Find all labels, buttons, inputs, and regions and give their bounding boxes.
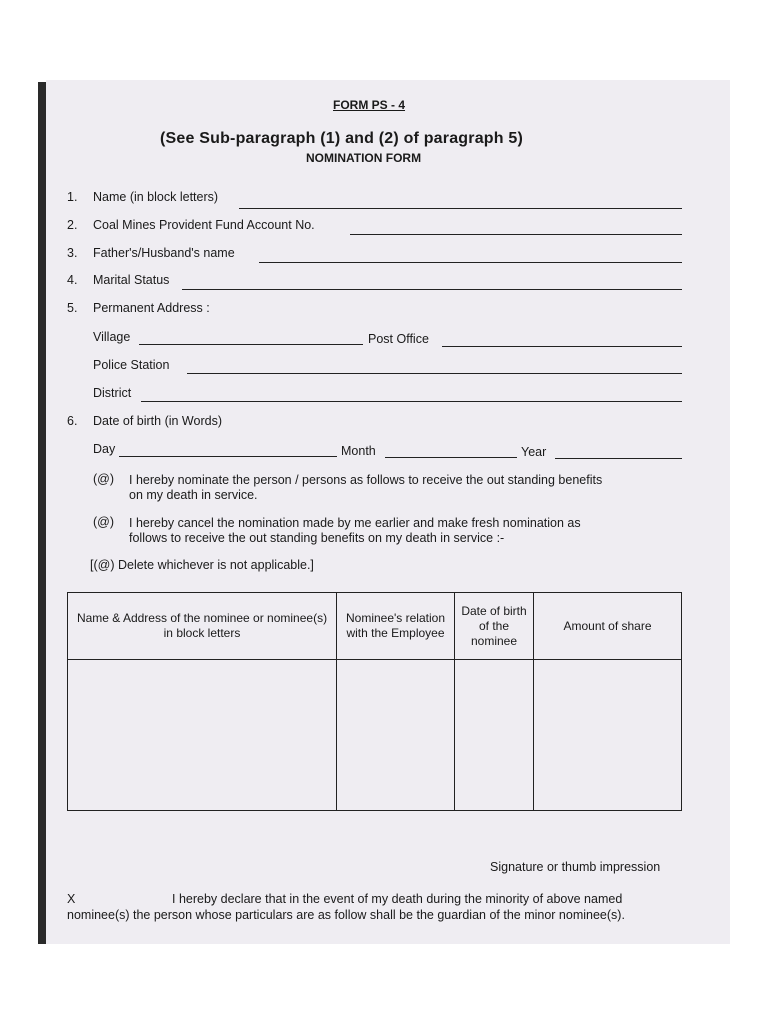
date-of-birth-label: Date of birth (in Words) [93,414,222,428]
month-field-line[interactable] [385,457,517,458]
date-of-birth-cell[interactable] [455,660,534,811]
table-header-row [68,593,682,660]
nominee-name-address-cell[interactable] [68,660,337,811]
declaration-2-mark: (@) [93,515,115,529]
field-5-number: 5. [67,301,78,315]
table-row [68,660,682,811]
day-field-line[interactable] [119,456,337,457]
relation-cell[interactable] [337,660,455,811]
year-label: Year [521,445,547,459]
declaration-1-mark: (@) [93,472,115,486]
header-nominee-name-address: Name & Address of the nominee or nominee(s) in block letters [68,593,337,660]
marital-status-field-line[interactable] [182,289,682,290]
post-office-field-line[interactable] [442,346,682,347]
village-label: Village [93,330,131,344]
police-station-label: Police Station [93,358,170,372]
form-paper [46,80,730,944]
month-label: Month [341,444,376,458]
father-husband-name-label: Father's/Husband's name [93,246,235,260]
amount-of-share-cell[interactable] [534,660,682,811]
field-4-number: 4. [67,273,78,287]
village-field-line[interactable] [139,344,363,345]
police-station-field-line[interactable] [187,373,682,374]
scan-edge [38,82,46,944]
marital-status-label: Marital Status [93,273,170,287]
x-mark: X [67,892,76,906]
account-number-field-line[interactable] [350,234,682,235]
header-date-of-birth: Date of birth of the nominee [455,593,534,660]
declaration-2-line-1: I hereby cancel the nomination made by me earlier and make fresh nomination as [129,516,581,530]
signature-label: Signature or thumb impression [490,860,661,874]
permanent-address-label: Permanent Address : [93,301,210,315]
header-relation: Nominee's relation with the Employee [337,593,455,660]
form-number: FORM PS - 4 [333,98,406,112]
day-label: Day [93,442,116,456]
guardian-declaration-line-2: nominee(s) the person whose particulars are as follow shall be the guardian of the minor nominee(s). [67,908,625,922]
field-6-number: 6. [67,414,78,428]
guardian-declaration-line-1: I hereby declare that in the event of my death during the minority of above named [172,892,623,906]
district-field-line[interactable] [141,401,682,402]
year-field-line[interactable] [555,458,682,459]
field-1-number: 1. [67,190,78,204]
delete-note: [(@) Delete whichever is not applicable.] [90,558,314,572]
field-2-number: 2. [67,218,78,232]
name-field-line[interactable] [239,208,682,209]
nominee-table [67,592,682,811]
declaration-2-line-2: follows to receive the out standing benefits on my death in service :- [129,531,505,545]
father-husband-name-field-line[interactable] [259,262,682,263]
field-3-number: 3. [67,246,78,260]
header-amount-of-share: Amount of share [534,593,682,660]
declaration-1-line-1: I hereby nominate the person / persons as follows to receive the out standing benefits [129,473,603,487]
post-office-label: Post Office [368,332,429,346]
district-label: District [93,386,132,400]
account-number-label: Coal Mines Provident Fund Account No. [93,218,315,232]
name-label: Name (in block letters) [93,190,219,204]
sub-paragraph-reference: (See Sub-paragraph (1) and (2) of paragraph 5) [160,130,524,147]
declaration-1-line-2: on my death in service. [129,488,258,502]
form-title: NOMINATION FORM [306,151,422,165]
